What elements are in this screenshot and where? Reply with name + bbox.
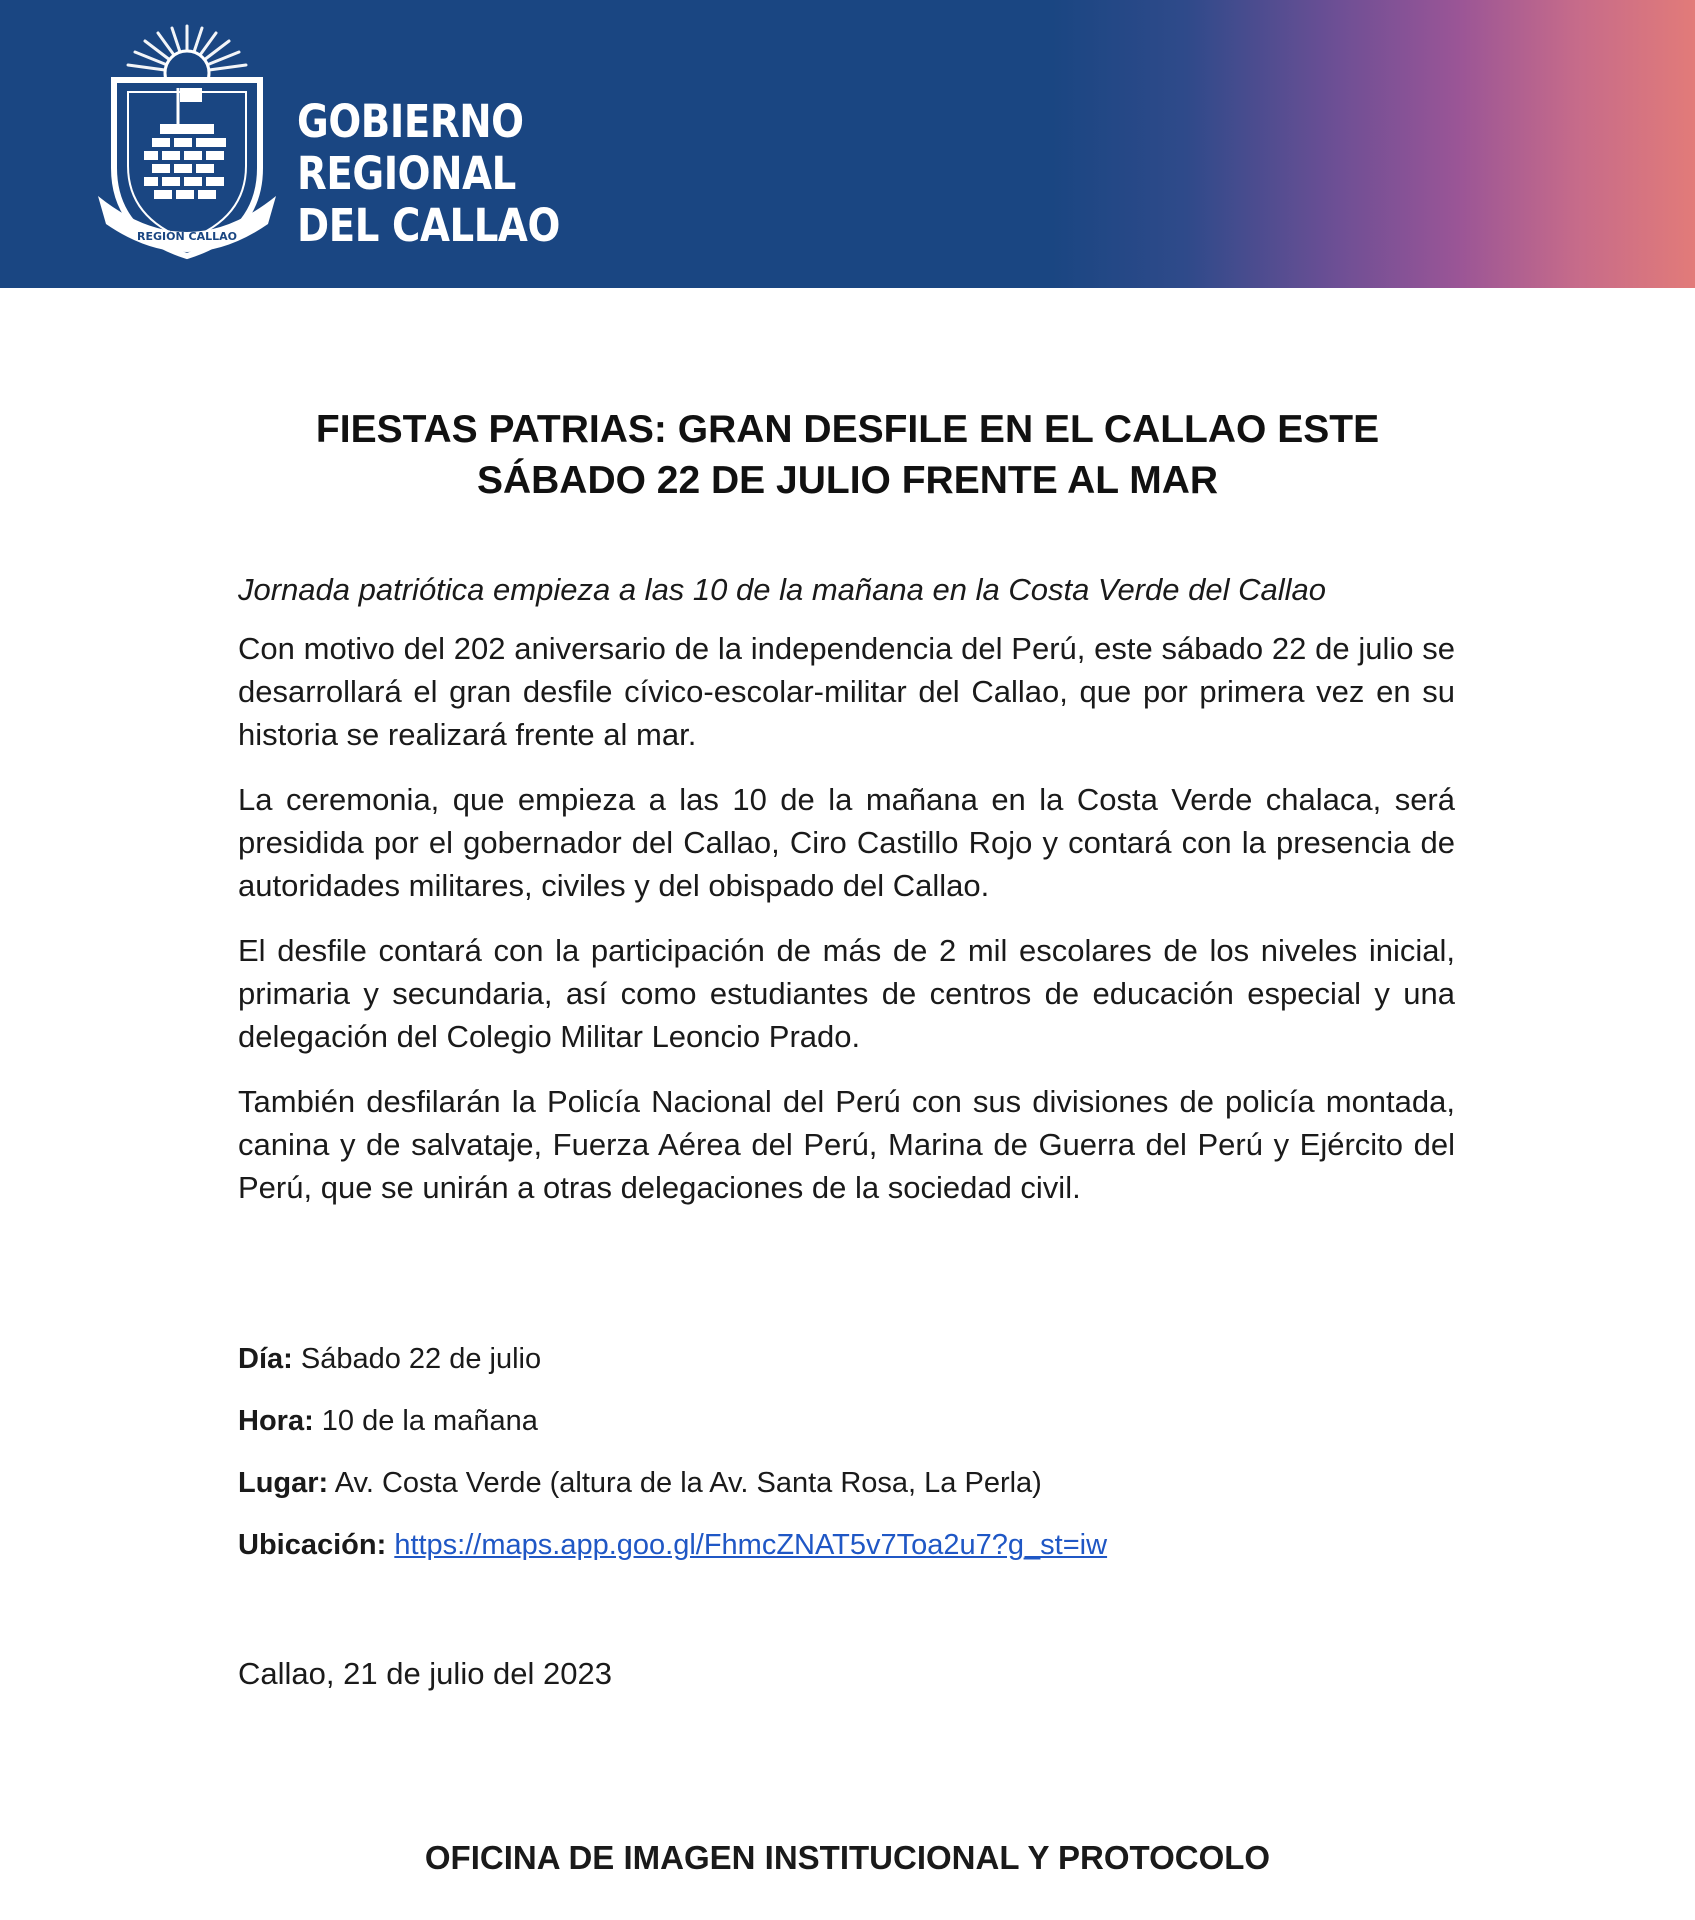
svg-text:REGIÓN CALLAO: REGIÓN CALLAO <box>137 230 237 243</box>
article-body <box>238 568 1455 1231</box>
brand-line: REGIONAL <box>297 147 516 200</box>
detail-place <box>238 1464 1107 1502</box>
detail-label: Hora: <box>238 1405 314 1437</box>
brand-line: GOBIERNO <box>297 95 524 148</box>
footer-office: OFICINA DE IMAGEN INSTITUCIONAL Y PROTOCOLO <box>424 1839 1271 1876</box>
header-banner <box>0 0 1695 288</box>
location-link[interactable]: https://maps.app.goo.gl/FhmcZNAT5v7Toa2u7?g_st=iw <box>394 1529 1108 1561</box>
article-paragraph: El desfile contará con la participación de más de 2 mil escolares de los niveles inicial, primaria y secundaria, así como estudiantes de centros de educación especial y una delegación del Colegio Militar Leoncio Prado. <box>238 933 1455 1054</box>
brand-name <box>297 96 560 252</box>
detail-time <box>238 1402 1107 1440</box>
title-line: FIESTAS PATRIAS: GRAN DESFILE EN EL CALLAO ESTE <box>315 408 1380 451</box>
detail-label: Día: <box>238 1343 293 1375</box>
event-details <box>238 1340 1107 1588</box>
article-title <box>160 404 1535 506</box>
detail-value: Av. Costa Verde (altura de la Av. Santa Rosa, La Perla) <box>334 1467 1042 1499</box>
detail-value: 10 de la mañana <box>321 1405 538 1437</box>
detail-day <box>238 1340 1107 1378</box>
dateline: Callao, 21 de julio del 2023 <box>238 1656 612 1691</box>
article-subtitle: Jornada patriótica empieza a las 10 de la mañana en la Costa Verde del Callao <box>238 572 1326 607</box>
title-line: SÁBADO 22 DE JULIO FRENTE AL MAR <box>476 459 1219 502</box>
article-paragraph: Con motivo del 202 aniversario de la independencia del Perú, este sábado 22 de julio se desarrollará el gran desfile cívico-escolar-militar del Callao, que por primera vez en su historia se realizará frente al mar. <box>238 631 1455 752</box>
detail-label: Ubicación: <box>238 1529 387 1561</box>
detail-value: Sábado 22 de julio <box>300 1343 542 1375</box>
callao-seal-logo <box>92 18 282 268</box>
detail-label: Lugar: <box>238 1467 329 1499</box>
brand-line: DEL CALLAO <box>297 199 560 252</box>
article-paragraph: También desfilarán la Policía Nacional del Perú con sus divisiones de policía montada, canina y de salvataje, Fuerza Aérea del Perú, Marina de Guerra del Perú y Ejército del Perú, que se unirán a otras delegaciones de la sociedad civil. <box>238 1084 1455 1205</box>
article-paragraph: La ceremonia, que empieza a las 10 de la mañana en la Costa Verde chalaca, será presidida por el gobernador del Callao, Ciro Castillo Rojo y contará con la presencia de autoridades militares, civiles y del obispado del Callao. <box>238 782 1455 903</box>
detail-location <box>238 1526 1107 1564</box>
